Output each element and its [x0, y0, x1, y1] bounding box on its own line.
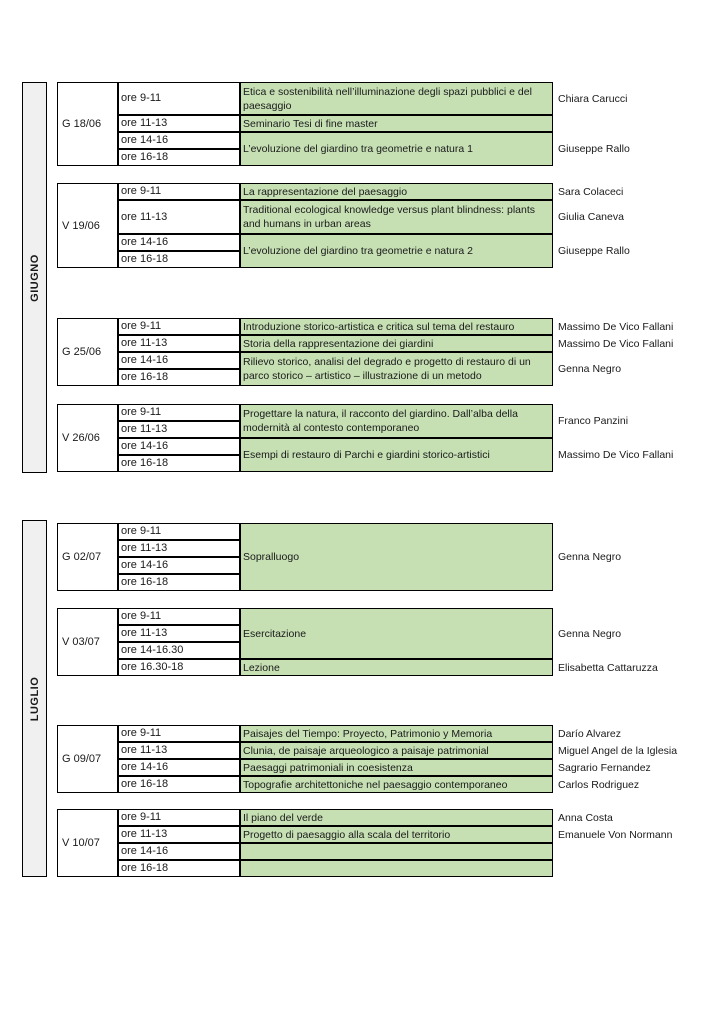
subject-cell: Storia della rappresentazione dei giardini: [240, 335, 553, 352]
time-slot: ore 11-13: [118, 826, 240, 843]
time-slot: ore 9-11: [118, 318, 240, 335]
teacher-name: Emanuele Von Normann: [558, 828, 673, 841]
date-cell: G 18/06: [57, 82, 118, 166]
time-slot: ore 16.30-18: [118, 659, 240, 676]
time-slot: ore 14-16: [118, 352, 240, 369]
subject-cell: Progettare la natura, il racconto del giardino. Dall’alba della modernità al contesto contemporaneo: [240, 404, 553, 438]
month-column-luglio: [22, 520, 47, 877]
month-label: LUGLIO: [28, 676, 41, 721]
time-slot: ore 11-13: [118, 115, 240, 132]
day-block-18-06: [57, 82, 630, 166]
month-label: GIUGNO: [28, 253, 41, 302]
teacher-name: Sara Colaceci: [558, 185, 624, 198]
time-slot: ore 14-16: [118, 438, 240, 455]
teacher-name: Chiara Carucci: [558, 92, 628, 105]
time-slot: ore 9-11: [118, 809, 240, 826]
time-slot: ore 16-18: [118, 149, 240, 166]
time-slot: ore 16-18: [118, 251, 240, 268]
subject-cell: Etica e sostenibilità nell’illuminazione degli spazi pubblici e del paesaggio: [240, 82, 553, 115]
teacher-name: Giulia Caneva: [558, 211, 624, 223]
teacher-name: Franco Panzini: [558, 415, 629, 427]
subject-cell: Sopralluogo: [240, 523, 553, 591]
time-slot: ore 14-16.30: [118, 642, 240, 659]
teacher-name: Elisabetta Cattaruzza: [558, 661, 658, 674]
subject-cell: Progetto di paesaggio alla scala del territorio: [240, 826, 553, 843]
time-slot: ore 11-13: [118, 625, 240, 642]
subject-cell: Il piano del verde: [240, 809, 553, 826]
time-slot: ore 16-18: [118, 860, 240, 877]
subject-cell: Esempi di restauro di Parchi e giardini storico-artistici: [240, 438, 553, 472]
time-slot: ore 9-11: [118, 82, 240, 115]
time-slot: ore 16-18: [118, 455, 240, 472]
teacher-name: Massimo De Vico Fallani: [558, 449, 674, 461]
teacher-name: Giuseppe Rallo: [558, 245, 630, 257]
subject-cell: L’evoluzione del giardino tra geometrie e natura 1: [240, 132, 553, 166]
subject-cell: Paisajes del Tiempo: Proyecto, Patrimonio y Memoria: [240, 725, 553, 742]
time-slot: ore 14-16: [118, 132, 240, 149]
date-cell: V 10/07: [57, 809, 118, 877]
day-block-26-06: [57, 404, 674, 472]
teacher-name: Massimo De Vico Fallani: [558, 337, 674, 350]
subject-cell: Seminario Tesi di fine master: [240, 115, 553, 132]
time-slot: ore 9-11: [118, 183, 240, 200]
day-block-09-07: [57, 725, 678, 793]
day-block-02-07: [57, 523, 622, 591]
subject-cell: Clunia, de paisaje arqueologico a paisaje patrimonial: [240, 742, 553, 759]
time-slot: ore 9-11: [118, 725, 240, 742]
subject-cell: Rilievo storico, analisi del degrado e progetto di restauro di un parco storico – artistico – illustrazione di un metodo: [240, 352, 553, 386]
teacher-name: Genna Negro: [558, 551, 622, 563]
time-slot: ore 11-13: [118, 421, 240, 438]
time-slot: ore 14-16: [118, 843, 240, 860]
time-slot: ore 11-13: [118, 200, 240, 234]
teacher-name: Genna Negro: [558, 363, 622, 375]
time-slot: ore 16-18: [118, 574, 240, 591]
time-slot: ore 14-16: [118, 234, 240, 251]
subject-cell: Topografie architettoniche nel paesaggio contemporaneo: [240, 776, 553, 793]
teacher-name: Giuseppe Rallo: [558, 143, 630, 155]
subject-cell: La rappresentazione del paesaggio: [240, 183, 553, 200]
subject-cell: Paesaggi patrimoniali in coesistenza: [240, 759, 553, 776]
teacher-name: Genna Negro: [558, 627, 622, 640]
day-block-25-06: [57, 318, 674, 386]
time-slot: ore 9-11: [118, 608, 240, 625]
subject-cell: L’evoluzione del giardino tra geometrie e natura 2: [240, 234, 553, 268]
teacher-name: Carlos Rodriguez: [558, 778, 640, 791]
subject-cell: Esercitazione: [240, 608, 553, 659]
teacher-name: Miguel Angel de la Iglesia: [558, 744, 678, 757]
subject-cell: Lezione: [240, 659, 553, 676]
time-slot: ore 16-18: [118, 776, 240, 793]
date-cell: G 02/07: [57, 523, 118, 591]
time-slot: ore 11-13: [118, 335, 240, 352]
day-block-19-06: [57, 183, 630, 268]
month-column-giugno: [22, 82, 47, 473]
time-slot: ore 9-11: [118, 523, 240, 540]
date-cell: G 09/07: [57, 725, 118, 793]
teacher-name: Massimo De Vico Fallani: [558, 320, 674, 333]
teacher-name: Darío Alvarez: [558, 727, 622, 740]
time-slot: ore 14-16: [118, 759, 240, 776]
subject-cell: Traditional ecological knowledge versus plant blindness: plants and humans in urban areas: [240, 200, 553, 234]
time-slot: ore 9-11: [118, 404, 240, 421]
subject-cell: [240, 843, 553, 860]
subject-cell: Introduzione storico-artistica e critica sul tema del restauro: [240, 318, 553, 335]
teacher-name: Anna Costa: [558, 811, 613, 824]
subject-cell: [240, 860, 553, 877]
day-block-10-07: [57, 809, 673, 877]
teacher-name: Sagrario Fernandez: [558, 761, 651, 774]
time-slot: ore 11-13: [118, 742, 240, 759]
time-slot: ore 11-13: [118, 540, 240, 557]
date-cell: V 26/06: [57, 404, 118, 472]
day-block-03-07: [57, 608, 658, 676]
time-slot: ore 16-18: [118, 369, 240, 386]
time-slot: ore 14-16: [118, 557, 240, 574]
date-cell: V 19/06: [57, 183, 118, 268]
date-cell: G 25/06: [57, 318, 118, 386]
date-cell: V 03/07: [57, 608, 118, 676]
